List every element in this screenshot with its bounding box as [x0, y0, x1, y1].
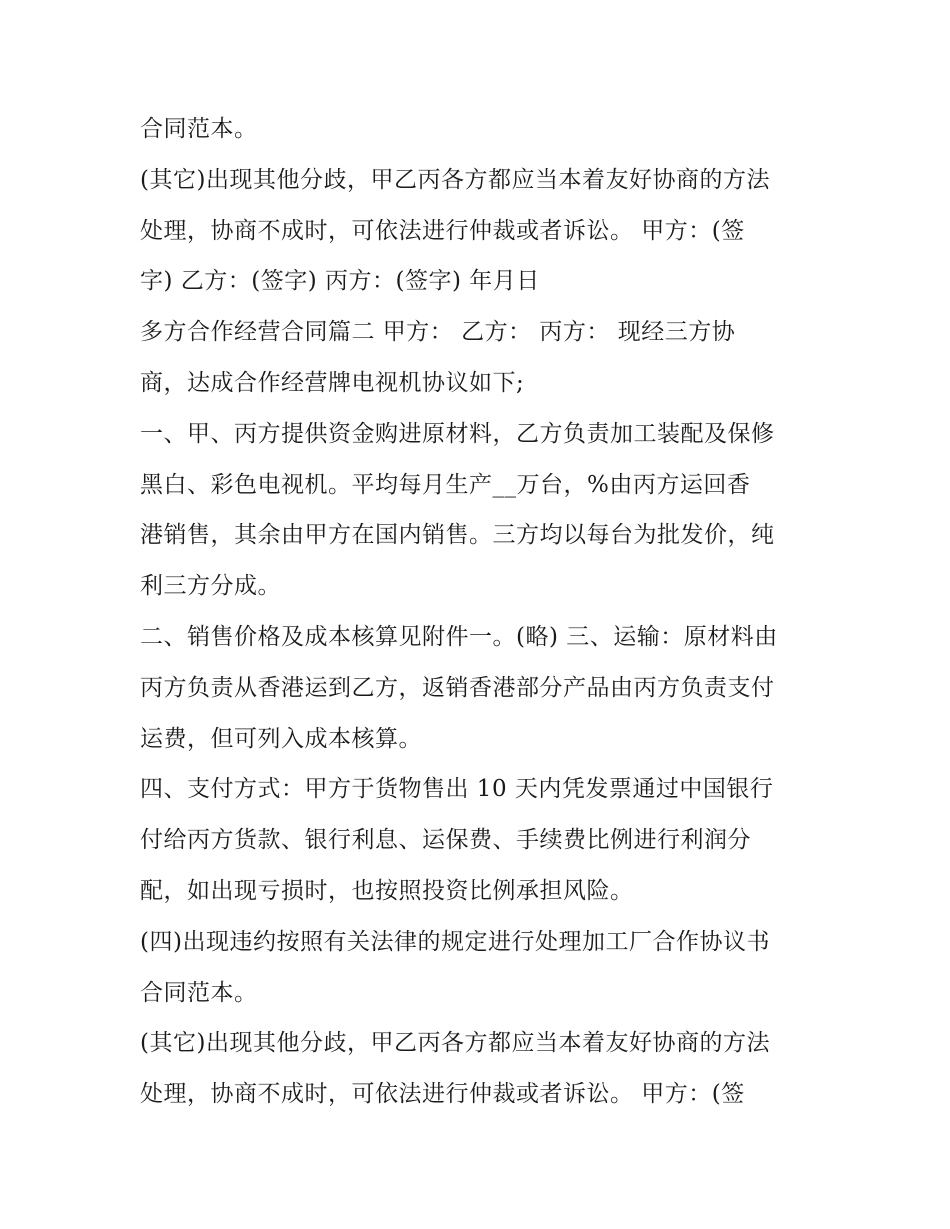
document-body [140, 104, 830, 1120]
text-line: 港销售，其余由甲方在国内销售。三方均以每台为批发价，纯 [140, 522, 775, 549]
text-line: 黑白、彩色电视机。平均每月生产__万台，%由丙方运回香 [140, 471, 751, 498]
text-line: 多方合作经营合同篇二 甲方： 乙方： 丙方： 现经三方协 [140, 319, 736, 346]
text-line: 合同范本。 [140, 979, 258, 1006]
text-line: (其它)出现其他分歧，甲乙丙各方都应当本着友好协商的方法 [140, 1030, 770, 1057]
text-line: 运费，但可列入成本核算。 [140, 725, 422, 752]
text-line: (四)出现违约按照有关法律的规定进行处理加工厂合作协议书 [140, 928, 770, 955]
text-line: 丙方负责从香港运到乙方，返销香港部分产品由丙方负责支付 [140, 674, 775, 701]
text-line: 字) 乙方：(签字) 丙方：(签字) 年月日 [140, 268, 540, 295]
text-line: 配，如出现亏损时，也按照投资比例承担风险。 [140, 877, 634, 904]
text-line: 二、销售价格及成本核算见附件一。(略) 三、运输：原材料由 [140, 623, 778, 650]
text-line: (其它)出现其他分歧，甲乙丙各方都应当本着友好协商的方法 [140, 166, 770, 193]
text-line: 四、支付方式：甲方于货物售出 10 天内凭发票通过中国银行 [140, 776, 774, 803]
text-line: 利三方分成。 [140, 573, 281, 600]
text-line: 合同范本。 [140, 116, 258, 142]
text-line: 付给丙方货款、银行利息、运保费、手续费比例进行利润分 [140, 827, 751, 854]
text-line: 处理，协商不成时，可依法进行仲裁或者诉讼。 甲方：(签 [140, 217, 745, 244]
text-line: 处理，协商不成时，可依法进行仲裁或者诉讼。 甲方：(签 [140, 1081, 745, 1108]
text-line: 一、甲、丙方提供资金购进原材料，乙方负责加工装配及保修 [140, 420, 775, 447]
text-line: 商，达成合作经营牌电视机协议如下; [140, 369, 525, 396]
